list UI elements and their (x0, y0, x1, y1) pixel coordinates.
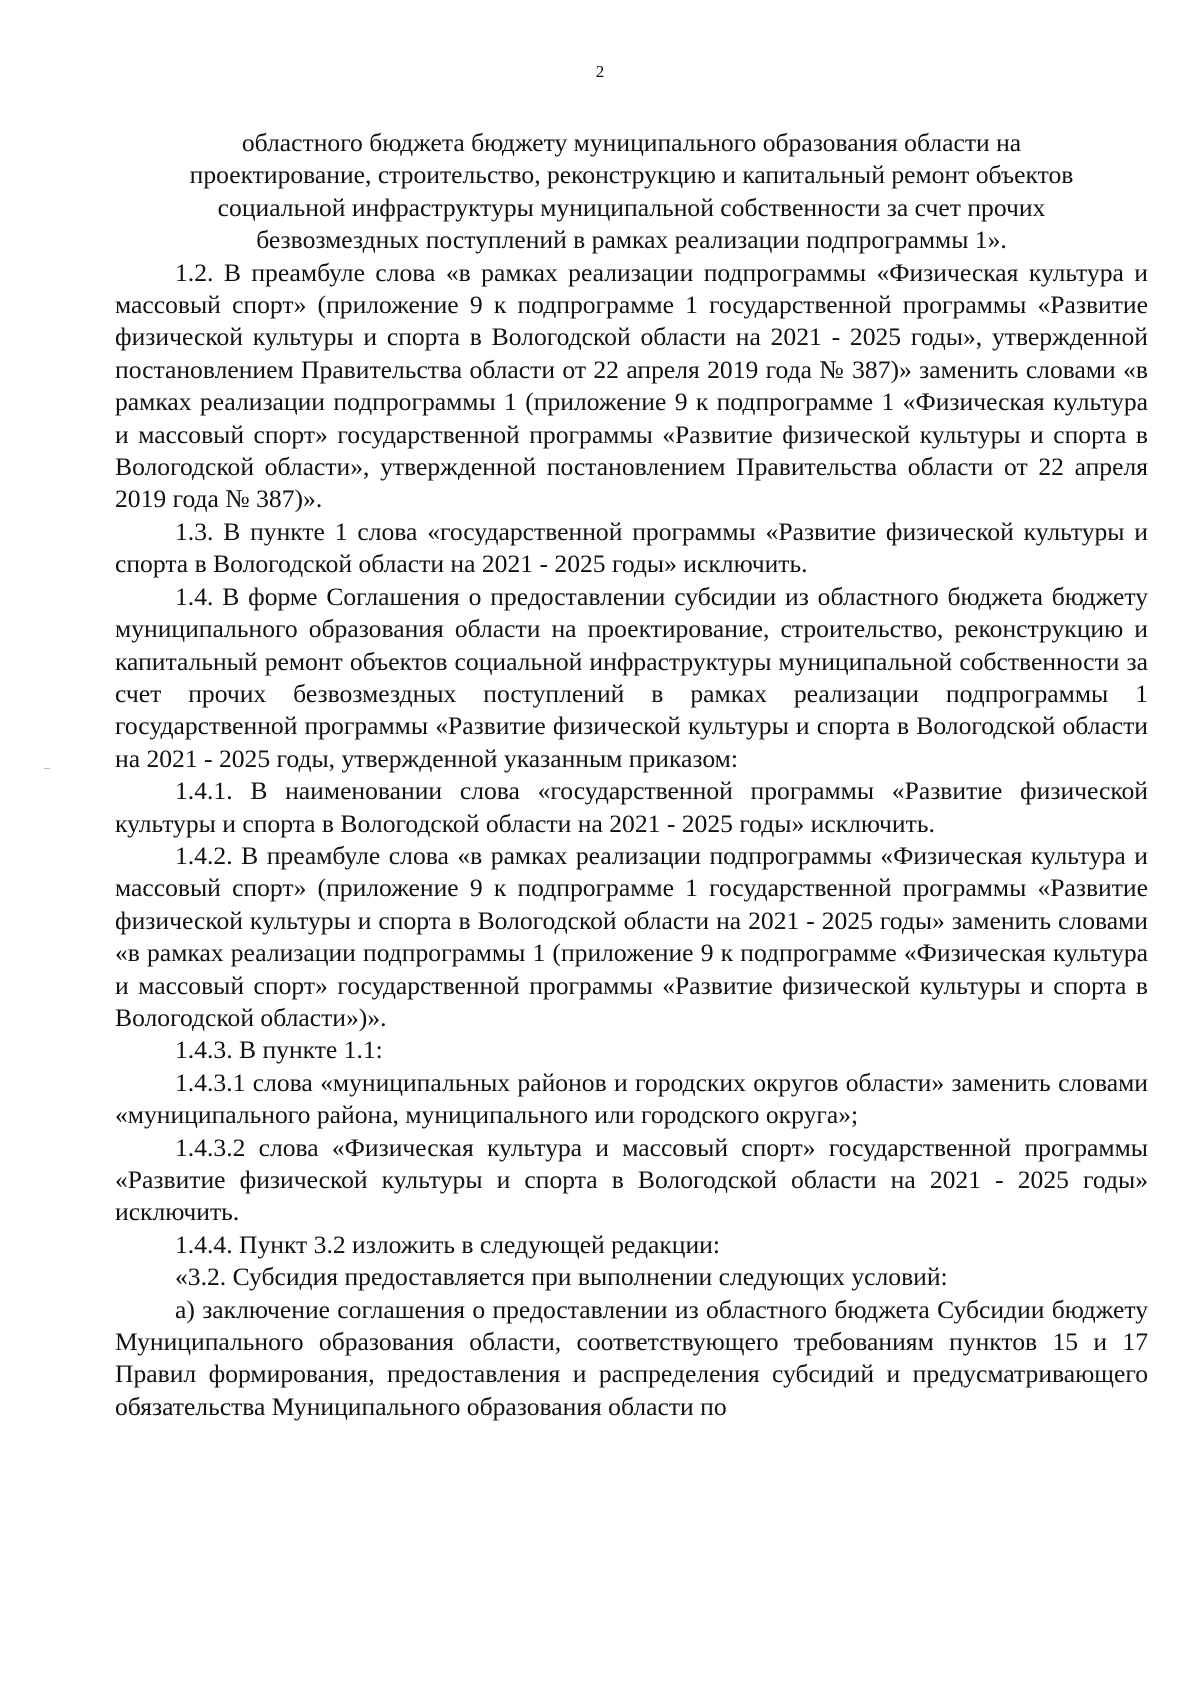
margin-mark (44, 768, 50, 769)
heading-line: безвозмездных поступлений в рамках реализации подпрограммы 1». (256, 225, 1007, 255)
paragraph-1-4-1: 1.4.1. В наименовании слова «государственной программы «Развитие физической культуры и спорта в Вологодской области на 2021 - 2025 годы» исключить. (115, 776, 1148, 838)
paragraph-item-a: а) заключение соглашения о предоставлении из областного бюджета Субсидии бюджету Муниципального образования области, соответствующего требованиям пунктов 15 и 17 Правил формирования, предоставления и распределения субсидий и предусматривающего обязательства Муниципального образования области по (115, 1294, 1148, 1421)
paragraph-1-4-4: 1.4.4. Пункт 3.2 изложить в следующей редакции: (175, 1229, 720, 1259)
heading-line: областного бюджета бюджету муниципального образования области на (241, 128, 1022, 157)
paragraph-1-4-3: 1.4.3. В пункте 1.1: (175, 1035, 383, 1065)
heading-line: проектирование, строительство, реконструкцию и капитальный ремонт объектов (189, 160, 1074, 190)
page-number: 2 (595, 62, 605, 81)
paragraph-1-2: 1.2. В преамбуле слова «в рамках реализации подпрограммы «Физическая культура и массовый спорт» (приложение 9 к подпрограмме 1 государственной программы «Развитие физической культуры и спорта в Вологодской области на 2021 - 2025 годы», утвержденной постановлением Правительства области от 22 апреля 2019 года № 387)» заменить словами «в рамках реализации подпрограммы 1 (приложение 9 к подпрограмме 1 «Физическая культура и массовый спорт» государственной программы «Развитие физической культуры и спорта в Вологодской области», утвержденной постановлением Правительства области от 22 апреля 2019 года № 387)». (115, 257, 1148, 514)
heading-line: социальной инфраструктуры муниципальной собственности за счет прочих (217, 192, 1046, 222)
paragraph-1-3: 1.3. В пункте 1 слова «государственной программы «Развитие физической культуры и спорта в Вологодской области на 2021 - 2025 годы» исключить. (115, 516, 1148, 579)
paragraph-1-4-3-2: 1.4.3.2 слова «Физическая культура и массовый спорт» государственной программы «Развитие физической культуры и спорта в Вологодской области на 2021 - 2025 годы» исключить. (115, 1132, 1148, 1227)
heading-continuation (115, 127, 1148, 257)
paragraph-1-4: 1.4. В форме Соглашения о предоставлении субсидии из областного бюджета бюджету муниципального образования области на проектирование, строительство, реконструкцию и капитальный ремонт объектов социальной инфраструктуры муниципальной собственности за счет прочих безвозмездных поступлений в рамках реализации подпрограммы 1 государственной программы «Развитие физической культуры и спорта в Вологодской области на 2021 - 2025 годы, утвержденной указанным приказом: (115, 581, 1148, 773)
document-body (115, 127, 1148, 1423)
paragraph-1-4-2: 1.4.2. В преамбуле слова «в рамках реализации подпрограммы «Физическая культура и массовый спорт» (приложение 9 к подпрограмме 1 государственной программы «Развитие физической культуры и спорта в Вологодской области на 2021 - 2025 годы» заменить словами «в рамках реализации подпрограммы 1 (приложение 9 к подпрограмме «Физическая культура и массовый спорт» государственной программы «Развитие физической культуры и спорта в Вологодской области»)». (115, 840, 1148, 1032)
paragraph-3-2: «3.2. Субсидия предоставляется при выполнении следующих условий: (175, 1262, 948, 1292)
paragraph-1-4-3-1: 1.4.3.1 слова «муниципальных районов и городских округов области» заменить словами «муниципального района, муниципального или городского округа»; (115, 1067, 1148, 1130)
